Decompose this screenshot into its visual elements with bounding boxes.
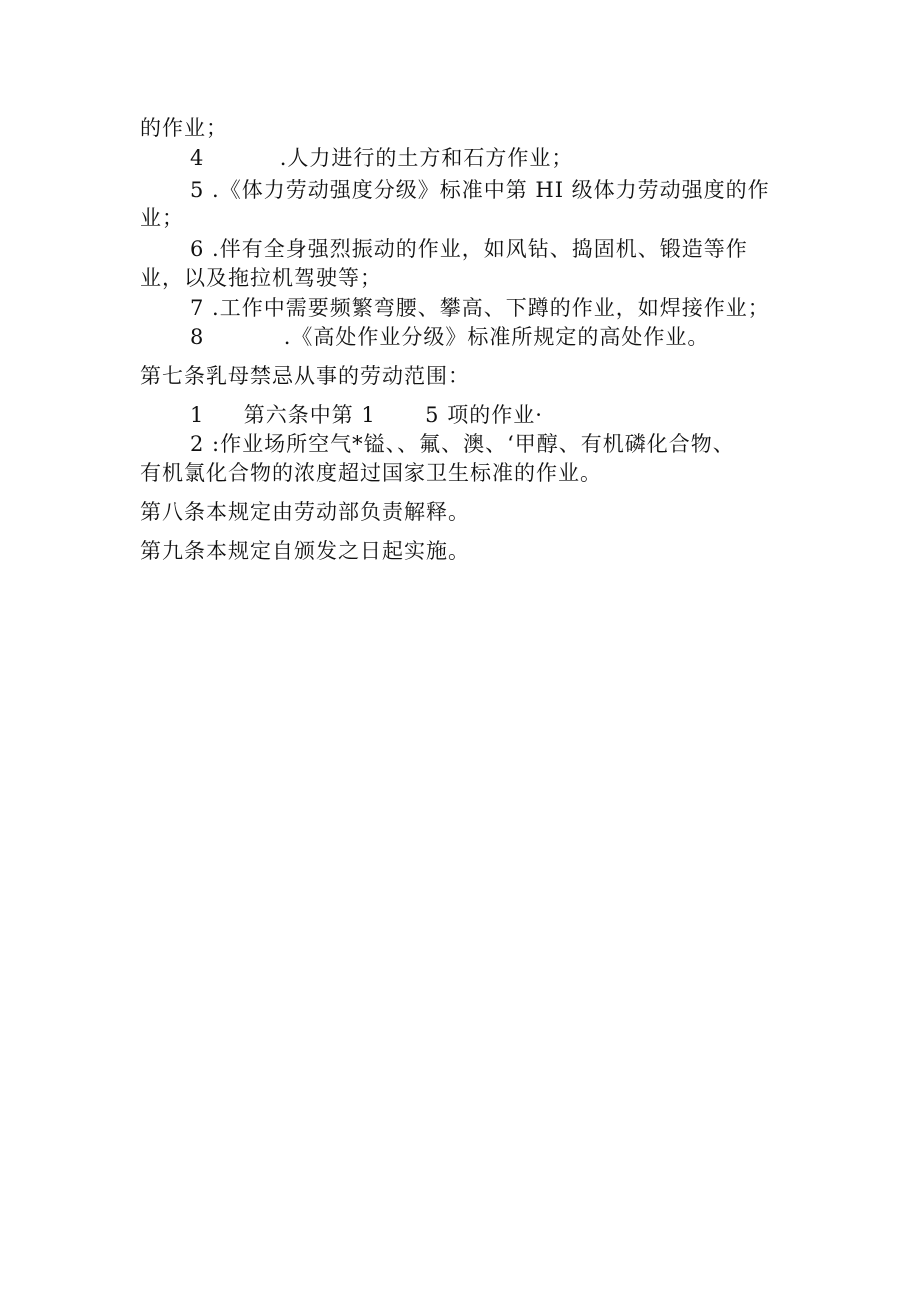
item-text: 5 项的作业· [425, 403, 543, 427]
article-heading: 第九条本规定自颁发之日起实施。 [140, 539, 470, 563]
text-line [190, 401, 543, 429]
text-line: 业； [140, 206, 184, 230]
text-line: 7 .工作中需要频繁弯腰、攀高、下蹲的作业，如焊接作业； [190, 296, 770, 320]
text-line [190, 323, 709, 351]
item-number: 8 [190, 325, 205, 349]
text-line: 的作业； [140, 116, 228, 140]
article-heading: 第八条本规定由劳动部负责解释。 [140, 500, 470, 524]
item-number: 4 [190, 146, 205, 170]
article-heading: 第七条乳母禁忌从事的劳动范围： [140, 364, 470, 388]
text-line: 2 :作业场所空气*镒、、氟、澳、‘甲醇、有机磷化合物、 [190, 432, 735, 456]
item-number: 1 [190, 403, 205, 427]
text-line [190, 144, 573, 172]
text-line: 6 .伴有全身强烈振动的作业，如风钻、捣固机、锻造等作 [190, 237, 748, 261]
item-text: .人力进行的土方和石方作业； [279, 146, 574, 170]
item-text: .《高处作业分级》标准所规定的高处作业。 [283, 325, 710, 349]
text-line: 有机氯化合物的浓度超过国家卫生标准的作业。 [140, 461, 602, 485]
item-text: 第六条中第 1 [243, 403, 376, 427]
text-line: 5 .《体力劳动强度分级》标准中第 HI 级体力劳动强度的作 [190, 178, 770, 202]
text-line: 业，以及拖拉机驾驶等； [140, 266, 382, 290]
